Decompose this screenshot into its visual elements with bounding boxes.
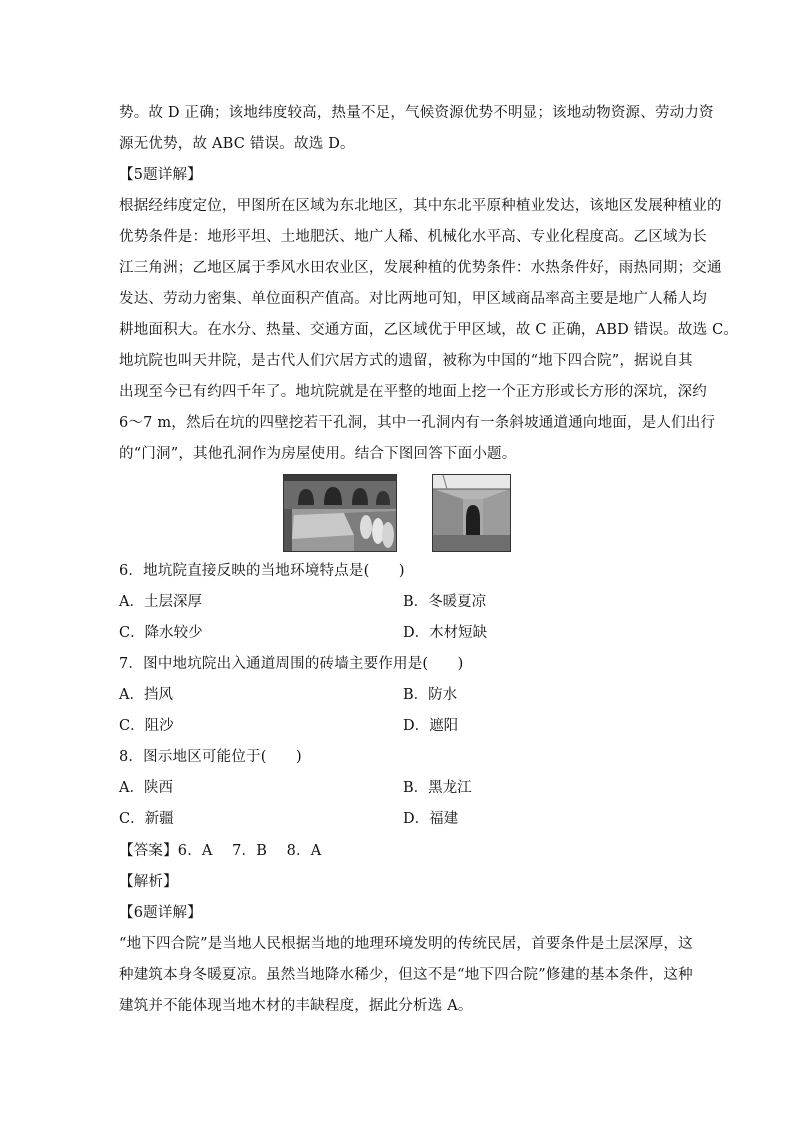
question-8-option-b: B．黑龙江 [403, 780, 472, 796]
q5-heading: 【5题详解】 [119, 167, 202, 183]
q5-detail-line-1: 根据经纬度定位，甲图所在区域为东北地区，其中东北平原种植业发达，该地区发展种植业的 [119, 198, 722, 214]
intro-line-3: 6～7 m，然后在坑的四壁挖若干孔洞，其中一孔洞内有一条斜坡通道通向地面，是人们出行 [119, 415, 716, 431]
intro-line-1: 地坑院也叫天井院，是古代人们穴居方式的遗留，被称为中国的“地下四合院”，据说自其 [119, 353, 693, 369]
question-6-option-a: A．土层深厚 [119, 594, 202, 610]
q5-detail-line-2: 优势条件是：地形平坦、土地肥沃、地广人稀、机械化水平高、专业化程度高。乙区域为长 [119, 229, 707, 245]
intro-line-4: 的“门洞”，其他孔洞作为房屋使用。结合下图回答下面小题。 [119, 446, 517, 462]
q6-detail-line-1: “地下四合院”是当地人民根据当地的地理环境发明的传统民居，首要条件是土层深厚，这 [119, 936, 693, 952]
prev-paragraph-line-1: 势。故 D 正确；该地纬度较高，热量不足，气候资源优势不明显；该地动物资源、劳动力资 [119, 105, 714, 121]
pit-entrance-image [433, 475, 510, 551]
question-7-stem: 7．图中地坑院出入通道周围的砖墙主要作用是( ) [119, 656, 464, 672]
pit-courtyard-image [284, 475, 396, 551]
question-6-stem: 6．地坑院直接反映的当地环境特点是( ) [119, 563, 405, 579]
question-6-option-d: D．木材短缺 [403, 625, 488, 641]
pit-entrance-photo [432, 474, 511, 552]
pit-courtyard-photo [283, 474, 397, 552]
question-8-option-c: C．新疆 [119, 811, 174, 827]
question-8-option-a: A．陕西 [119, 780, 173, 796]
question-7-option-b: B．防水 [403, 687, 458, 703]
q6-detail-line-3: 建筑并不能体现当地木材的丰缺程度，据此分析选 A。 [119, 998, 473, 1014]
intro-line-2: 出现至今已有约四千年了。地坑院就是在平整的地面上挖一个正方形或长方形的深坑，深约 [119, 384, 707, 400]
q6-detail-line-2: 种建筑本身冬暖夏凉。虽然当地降水稀少，但这不是“地下四合院”修建的基本条件，这种 [119, 967, 693, 983]
question-6-option-b: B．冬暖夏凉 [403, 594, 487, 610]
question-8-stem: 8．图示地区可能位于( ) [119, 749, 302, 765]
answer-line: 【答案】6．A 7．B 8．A [119, 843, 322, 859]
question-7-option-c: C．阻沙 [119, 718, 174, 734]
q5-detail-line-3: 江三角洲；乙地区属于季风水田农业区，发展种植的优势条件：水热条件好，雨热同期；交通 [119, 260, 722, 276]
q5-detail-line-5: 耕地面积大。在水分、热量、交通方面，乙区域优于甲区域，故 C 正确，ABD 错误。故选 C。 [119, 322, 739, 338]
question-7-option-a: A．挡风 [119, 687, 173, 703]
question-7-option-d: D．遮阳 [403, 718, 459, 734]
question-8-option-d: D．福建 [403, 811, 459, 827]
question-6-option-c: C．降水较少 [119, 625, 203, 641]
prev-paragraph-line-2: 源无优势，故 ABC 错误。故选 D。 [119, 136, 355, 152]
q6-heading: 【6题详解】 [119, 905, 202, 921]
q5-detail-line-4: 发达、劳动力密集、单位面积产值高。对比两地可知，甲区域商品率高主要是地广人稀人均 [119, 291, 707, 307]
analysis-heading: 【解析】 [119, 874, 178, 890]
